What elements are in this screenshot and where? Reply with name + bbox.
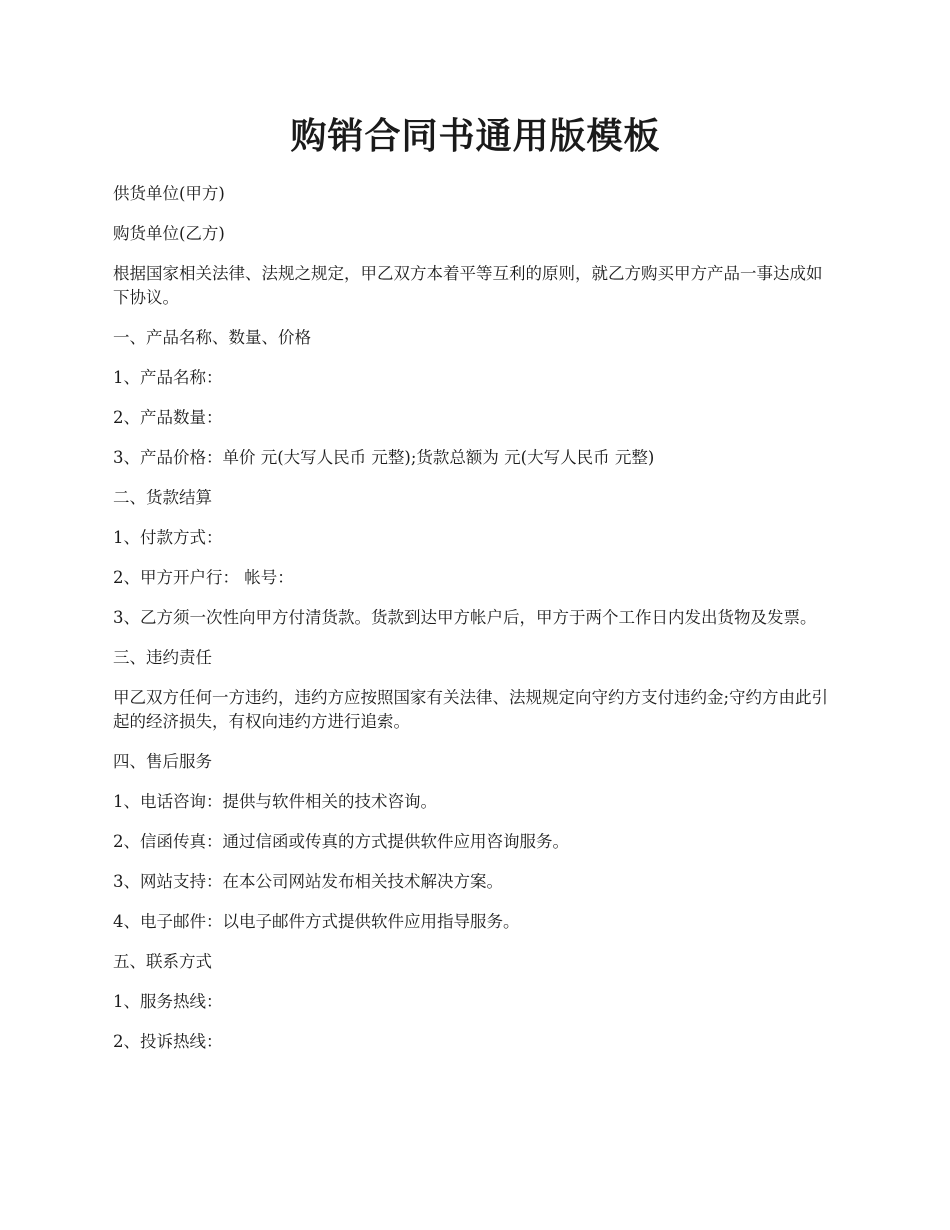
clause-liability: 甲乙双方任何一方违约，违约方应按照国家有关法律、法规规定向守约方支付违约金;守约方由此引起的经济损失，有权向违约方进行追索。 (113, 688, 829, 731)
clause-fax-support: 2、信函传真：通过信函或传真的方式提供软件应用咨询服务。 (113, 832, 569, 851)
clause-product-quantity: 2、产品数量： (113, 408, 223, 427)
section-heading-contact: 五、联系方式 (113, 952, 212, 971)
clause-service-hotline: 1、服务热线： (113, 992, 223, 1011)
intro-paragraph: 根据国家相关法律、法规之规定，甲乙双方本着平等互利的原则，就乙方购买甲方产品一事达成如下协议。 (113, 264, 823, 307)
document-title: 购销合同书通用版模板 (290, 115, 661, 157)
clause-bank-account: 2、甲方开户行： 帐号： (113, 568, 294, 587)
clause-email-support: 4、电子邮件：以电子邮件方式提供软件应用指导服务。 (113, 912, 520, 931)
clause-payment-method: 1、付款方式： (113, 528, 223, 547)
clause-payment-delivery: 3、乙方须一次性向甲方付清货款。货款到达甲方帐户后，甲方于两个工作日内发出货物及发票。 (113, 608, 817, 627)
clause-product-name: 1、产品名称： (113, 368, 223, 387)
supplier-line: 供货单位(甲方) (113, 184, 225, 203)
buyer-line: 购货单位(乙方) (113, 224, 225, 243)
clause-web-support: 3、网站支持：在本公司网站发布相关技术解决方案。 (113, 872, 503, 891)
section-heading-liability: 三、违约责任 (113, 648, 212, 667)
clause-product-price: 3、产品价格：单价 元(大写人民币 元整);货款总额为 元(大写人民币 元整) (113, 448, 655, 467)
clause-complaint-hotline: 2、投诉热线： (113, 1032, 223, 1051)
section-heading-product: 一、产品名称、数量、价格 (113, 328, 311, 347)
clause-phone-support: 1、电话咨询：提供与软件相关的技术咨询。 (113, 792, 437, 811)
section-heading-payment: 二、货款结算 (113, 488, 212, 507)
section-heading-service: 四、售后服务 (113, 752, 212, 771)
